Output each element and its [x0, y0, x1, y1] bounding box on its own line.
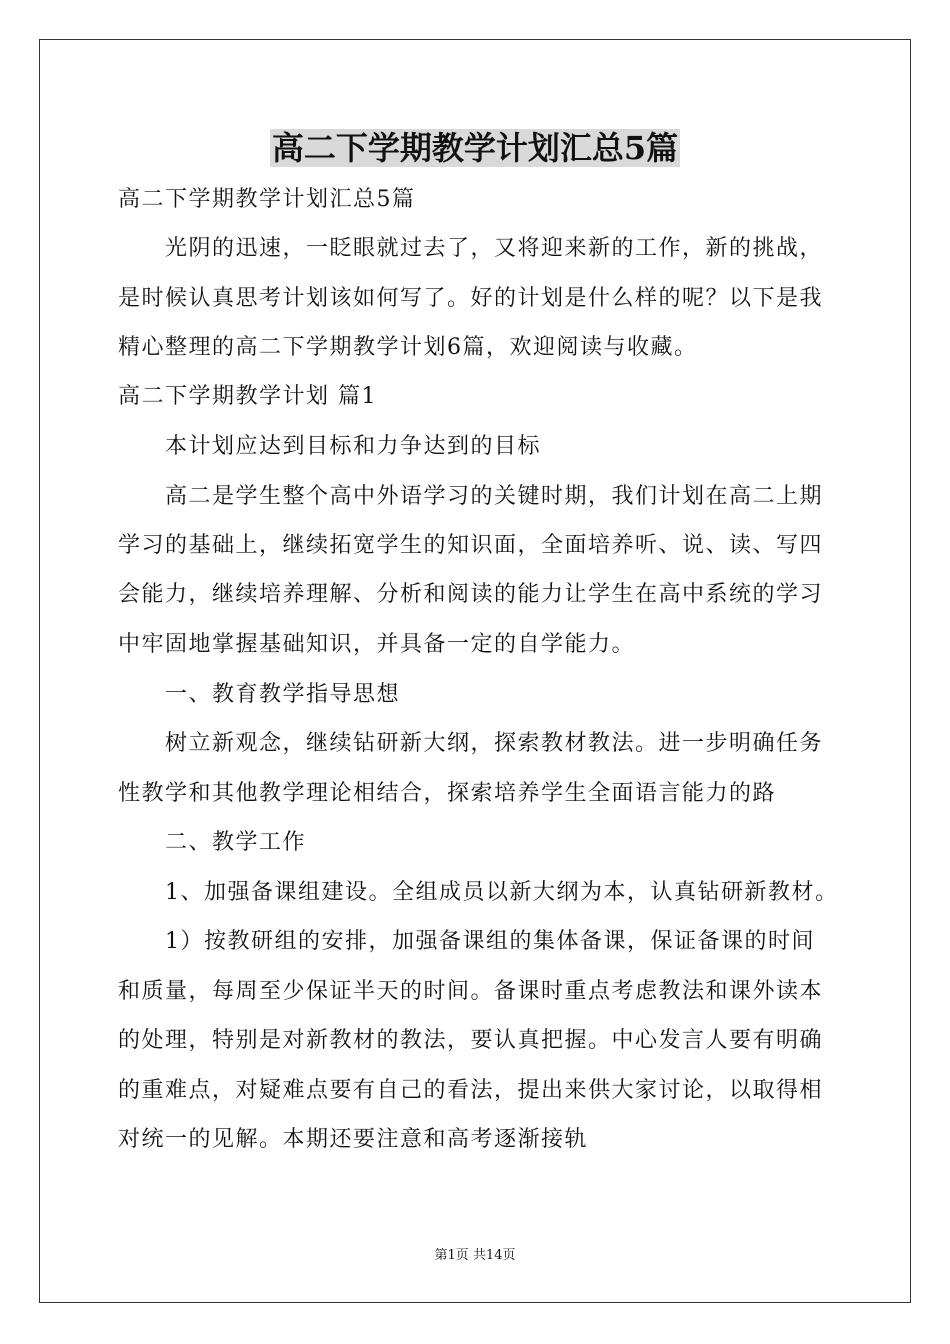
paragraph-line: 1）按教研组的安排，加强备课组的集体备课，保证备课的时间 — [165, 929, 815, 954]
paragraph-line: 1、加强备课组建设。全组成员以新大纲为本，认真钻研新教材。 — [165, 880, 839, 905]
page-footer: 第1页 共14页 — [434, 1248, 516, 1263]
paragraph-line: 的处理，特别是对新教材的教法，要认真把握。中心发言人要有明确 — [118, 1028, 824, 1053]
paragraph-line: 的重难点，对疑难点要有自己的看法，提出来供大家讨论，以取得相 — [118, 1078, 824, 1103]
subtitle-line: 高二下学期教学计划汇总5篇 — [118, 187, 416, 212]
paragraph-line: 高二是学生整个高中外语学习的关键时期，我们计划在高二上期 — [165, 484, 824, 509]
paragraph-line: 精心整理的高二下学期教学计划6篇，欢迎阅读与收藏。 — [118, 335, 698, 360]
paragraph-line: 学习的基础上，继续拓宽学生的知识面，全面培养听、说、读、写四 — [118, 533, 824, 558]
paragraph-line: 中牢固地掌握基础知识，并具备一定的自学能力。 — [118, 632, 636, 657]
subheading-line: 一、教育教学指导思想 — [165, 682, 401, 707]
document-title-text: 高二下学期教学计划汇总5篇 — [271, 129, 679, 167]
paragraph-line: 对统一的见解。本期还要注意和高考逐渐接轨 — [118, 1127, 589, 1152]
paragraph-line: 树立新观念，继续钻研新大纲，探索教材教法。进一步明确任务 — [165, 731, 824, 756]
section-heading: 高二下学期教学计划 篇1 — [118, 384, 377, 409]
paragraph-line: 性教学和其他教学理论相结合，探索培养学生全面语言能力的路 — [118, 781, 777, 806]
page-border — [39, 39, 911, 1303]
subheading-line: 二、教学工作 — [165, 830, 307, 855]
document-title — [0, 124, 950, 172]
paragraph-line: 会能力，继续培养理解、分析和阅读的能力让学生在高中系统的学习 — [118, 582, 824, 607]
paragraph-line: 光阴的迅速，一眨眼就过去了，又将迎来新的工作，新的挑战， — [165, 236, 824, 261]
paragraph-line: 是时候认真思考计划该如何写了。好的计划是什么样的呢？以下是我 — [118, 286, 824, 311]
paragraph-line: 和质量，每周至少保证半天的时间。备课时重点考虑教法和课外读本 — [118, 979, 824, 1004]
paragraph-line: 本计划应达到目标和力争达到的目标 — [165, 434, 542, 459]
